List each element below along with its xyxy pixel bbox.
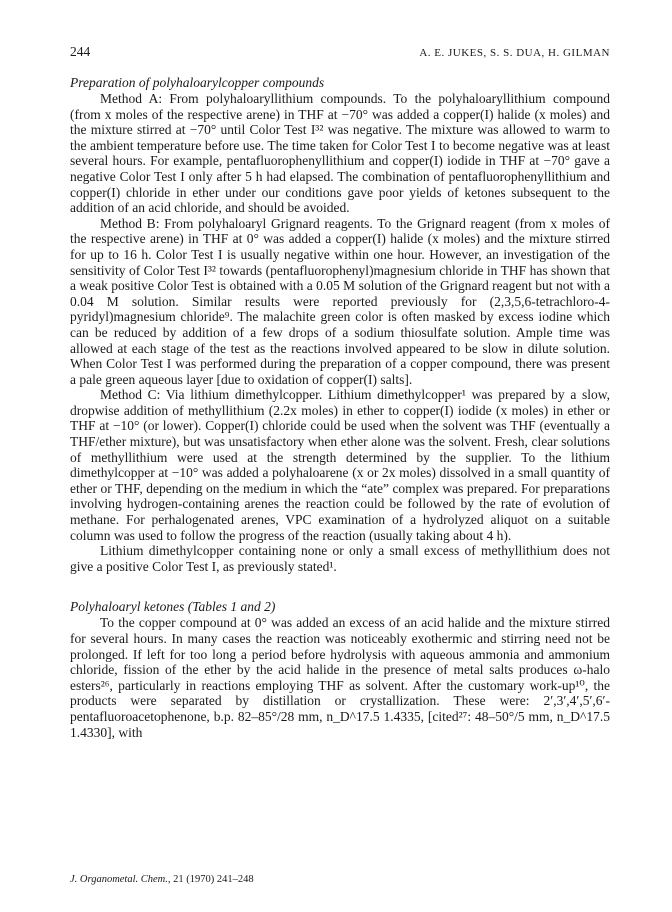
paragraph-note: Lithium dimethylcopper containing none or only a small excess of methyllithium does not give a positive Color Test I, as previously stated¹. — [70, 543, 610, 574]
section-title-preparation: Preparation of polyhaloarylcopper compounds — [70, 75, 325, 90]
paper-page — [70, 44, 610, 740]
section-title-ketones: Polyhaloaryl ketones (Tables 1 and 2) — [70, 599, 276, 615]
journal-footer — [70, 874, 254, 885]
page-number: 244 — [70, 44, 91, 59]
journal-name: J. Organometal. Chem., — [70, 874, 171, 885]
paragraph-method-c: Method C: Via lithium dimethylcopper. Lithium dimethylcopper¹ was prepared by a slow, dropwise addition of methyllithium (2.2x moles) in ether to copper(I) iodide (x moles) in ether or THF at −10° (or lower). Copper(I) chloride could be used when the solvent was THF (eventually a THF/ether mixture), but was unsatisfactory when ether alone was the solvent. Fresh, clear solutions of methyllithium were used at the strength determined by the supplier. To the lithium dimethylcopper at −10° was added a polyhaloarene (x or 2x moles) dissolved in a small quantity of ether or THF, depending on the medium in which the “ate” complex was prepared. For preparations involving hydrogen-containing arenes the reaction could be followed by the rate of evolution of methane. For perhalogenated arenes, VPC examination of a hydrolyzed aliquot on a suitable column was used to follow the progress of the reaction (usually taking about 4 h). — [70, 387, 610, 543]
running-header — [70, 44, 610, 64]
paragraph-method-b: Method B: From polyhaloaryl Grignard reagents. To the Grignard reagent (from x moles of the respective arene) in THF at 0° was added a copper(I) halide (x moles) and the mixture stirred for up to 16 h. Color Test I is usually negative within one hour. However, an investigation of the sensitivity of Color Test I³² towards (pentafluorophenyl)magnesium chloride in THF has shown that a weak positive Color Test is obtained with a 0.05 M solution of the Grignard reagent but not with a 0.04 M solution. Similar results were reported previously for (2,3,5,6-tetrachloro-4-pyridyl)magnesium chloride⁹. The malachite green color is often masked by excess iodine which can be reduced by addition of a few drops of a sodium thiosulfate solution. Ample time was allowed at each stage of the test as the reactions involved appeared to be slow in dilute solution. When Color Test I was performed during the preparation of a copper compound, there was present a pale green aqueous layer [due to oxidation of copper(I) salts]. — [70, 215, 610, 387]
paragraph-ketones: To the copper compound at 0° was added an excess of an acid halide and the mixture stirred for several hours. In many cases the reaction was noticeably exothermic and stirring need not be prolonged. If left for too long a period before hydrolysis with aqueous ammonia and ammonium chloride, fission of the ether by the acid halide in the presence of metal salts produces ω-halo esters²⁶, particularly in reactions employing THF as solvent. After the customary work-up¹⁰, the products were separated by distillation or crystallization. These were: 2′,3′,4′,5′,6′-pentafluoroacetophenone, b.p. 82–85°/28 mm, n_D^17.5 1.4335, [cited²⁷: 48–50°/5 mm, n_D^17.5 1.4330], with — [70, 615, 610, 740]
paragraph-method-a: Method A: From polyhaloaryllithium compounds. To the polyhaloaryllithium compound (from x moles of the respective arene) in THF at −70° was added a copper(I) halide (x moles) and the mixture stirred at −70° until Color Test I³² was negative. The mixture was allowed to warm to the ambient temperature before use. The time taken for Color Test I to become negative was at least several hours. For example, pentafluorophenyllithium and copper(I) iodide in THF at −70° gave a negative Color Test I only after 5 h had elapsed. The combination of pentafluorophenyllithium and copper(I) chloride in ether under our conditions gave poor yields of ketones subsequent to the addition of an acid chloride, and should be avoided. — [70, 91, 610, 216]
journal-citation: 21 (1970) 241–248 — [173, 874, 254, 885]
running-authors: A. E. JUKES, S. S. DUA, H. GILMAN — [419, 47, 610, 59]
